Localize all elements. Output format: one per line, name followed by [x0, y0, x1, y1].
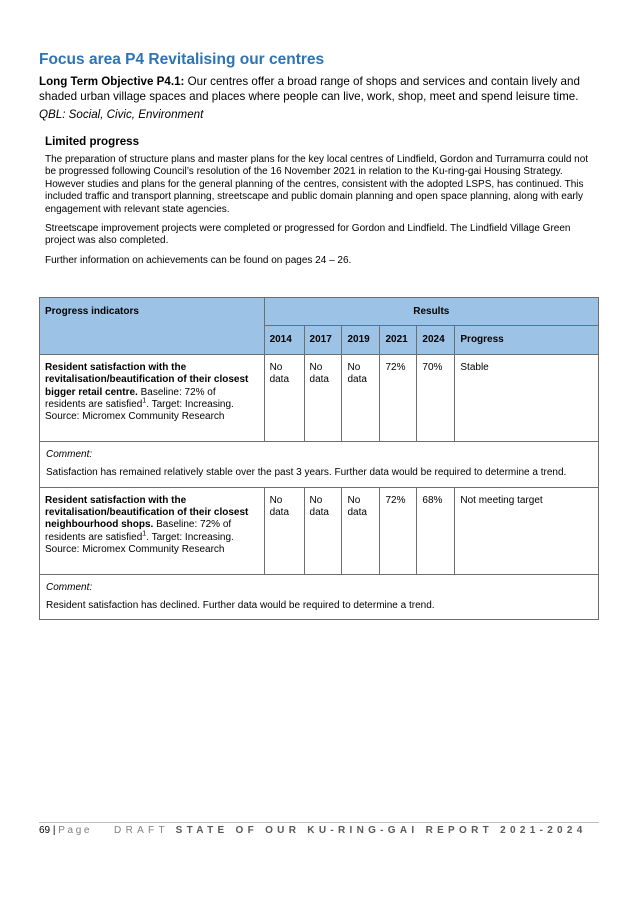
- page-label: Page: [58, 825, 93, 836]
- header-year-2019: 2019: [342, 326, 380, 354]
- page-heading: Focus area P4 Revitalising our centres: [39, 51, 325, 68]
- header-year-2017: 2017: [304, 326, 342, 354]
- footer-draft-label: DRAFT: [114, 825, 169, 836]
- paragraph-further-info: Further information on achievements can be found on pages 24 – 26.: [45, 255, 352, 266]
- header-progress-indicators: Progress indicators: [40, 298, 265, 355]
- comment-text: Satisfaction has remained relatively stable over the past 3 years. Further data would be required to determine a trend.: [46, 467, 567, 479]
- value-2021: 72%: [380, 487, 417, 574]
- status-heading: Limited progress: [45, 135, 140, 148]
- footer-divider: [39, 822, 599, 823]
- value-2019: No data: [342, 487, 380, 574]
- table-header-row: [40, 298, 599, 326]
- objective-text: Our centres offer a broad range of shops and services and contain lively and shaded urban village spaces and places where people can live, work, shop, meet and spend leisure time.: [39, 75, 580, 103]
- comment-cell: [40, 574, 599, 620]
- comment-row: [40, 441, 599, 487]
- progress-indicators-table: [39, 297, 599, 620]
- header-results: Results: [264, 298, 598, 326]
- qbl-categories: QBL: Social, Civic, Environment: [39, 108, 204, 121]
- indicator-detail: Baseline: 72% of residents are satisfied: [45, 386, 216, 411]
- footer-report-title: STATE OF OUR KU-RING-GAI REPORT 2021-2024: [175, 825, 587, 836]
- value-2021: 72%: [380, 354, 417, 441]
- header-progress: Progress: [455, 326, 599, 354]
- footnote-marker: 1: [142, 397, 147, 405]
- header-year-2014: 2014: [264, 326, 304, 354]
- comment-label: Comment:: [46, 448, 93, 460]
- table-row: [40, 354, 599, 441]
- page-footer: [39, 825, 599, 836]
- comment-cell: [40, 441, 599, 487]
- footer-separator: |: [50, 825, 59, 836]
- value-2017: No data: [304, 354, 342, 441]
- value-2017: No data: [304, 487, 342, 574]
- header-year-2021: 2021: [380, 326, 417, 354]
- value-2024: 68%: [417, 487, 455, 574]
- header-year-2024: 2024: [417, 326, 455, 354]
- objective-label: Long Term Objective P4.1:: [39, 75, 185, 88]
- value-2019: No data: [342, 354, 380, 441]
- comment-row: [40, 574, 599, 620]
- progress-status: Not meeting target: [455, 487, 599, 574]
- comment-text: Resident satisfaction has declined. Further data would be required to determine a trend.: [46, 600, 435, 612]
- table-row: [40, 487, 599, 574]
- comment-label: Comment:: [46, 581, 93, 593]
- indicator-title: Resident satisfaction with the revitalisation/beautification of their closest neighbourhood shops.: [45, 494, 249, 531]
- indicator-source: . Target: Increasing. Source: Micromex Community Research: [45, 399, 234, 423]
- indicator-source: . Target: Increasing. Source: Micromex Community Research: [45, 531, 234, 556]
- long-term-objective: [39, 74, 604, 104]
- value-2024: 70%: [417, 354, 455, 441]
- paragraph-streetscape: Streetscape improvement projects were completed or progressed for Gordon and Lindfield. The Lindfield Village Green project was also completed.: [45, 223, 571, 247]
- value-2014: No data: [264, 487, 304, 574]
- page-number: 69: [39, 825, 51, 836]
- value-2014: No data: [264, 354, 304, 441]
- footnote-marker: 1: [142, 530, 147, 538]
- indicator-detail: Baseline: 72% of residents are satisfied: [45, 519, 232, 543]
- paragraph-structure-plans: The preparation of structure plans and master plans for the key local centres of Lindfield, Gordon and Turramurra could not be progressed following Council’s resolution of the 16 November 2021 in relation to the Ku-ring-gai Housing Strategy. However studies and plans for the general planning of the centres, consistent with the adopted LSPS, has continued. This included traffic and transport planning, streetscape and public domain planning and open space planning, along with early engagement with relevant state agencies.: [45, 154, 589, 215]
- indicator-cell: [40, 487, 265, 574]
- indicator-title: Resident satisfaction with the revitalisation/beautification of their closest bigger retail centre.: [45, 361, 249, 398]
- indicator-cell: [40, 354, 265, 441]
- progress-status: Stable: [455, 354, 599, 441]
